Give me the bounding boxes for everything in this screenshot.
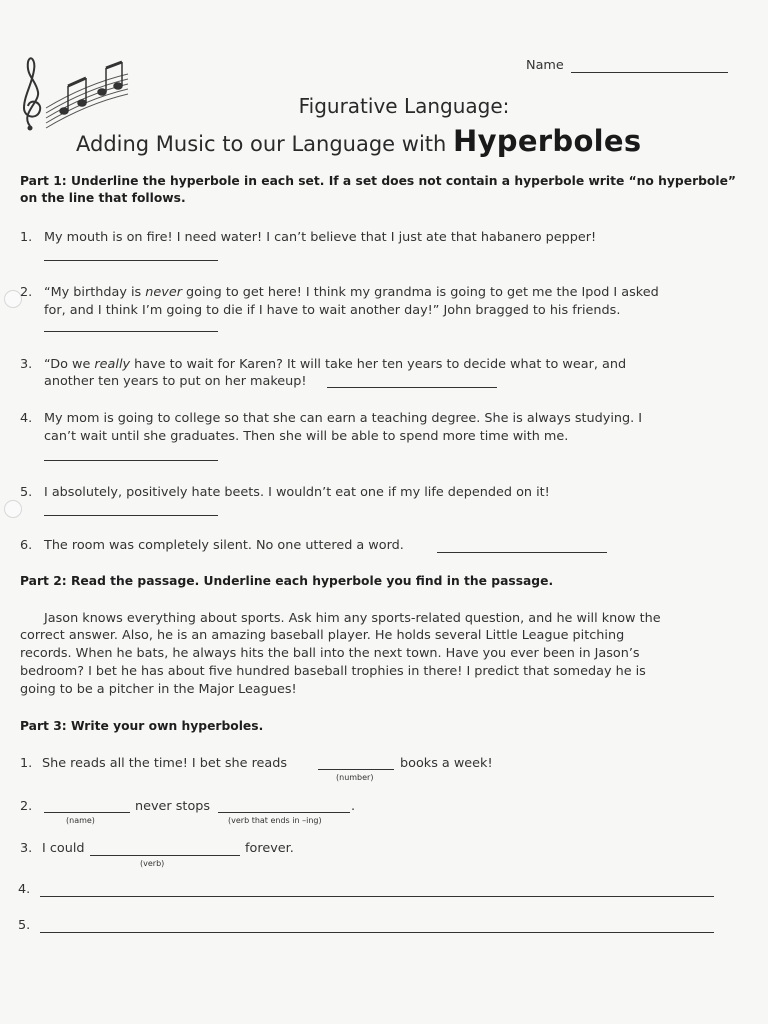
part1-heading-line1: Part 1: Underline the hyperbole in each set. If a set does not contain a hyperbole write “no hyperbole” — [20, 174, 737, 188]
part1-item2-text-line2: for, and I think I’m going to die if I have to wait another day!” John bragged to his friends. — [44, 303, 621, 318]
name-label: Name — [526, 58, 564, 73]
title-line-1: Figurative Language: — [298, 94, 510, 118]
part3-item3-number: 3. — [20, 841, 33, 856]
part3-item1-blank[interactable] — [318, 769, 394, 770]
passage-line-3: records. When he bats, he always hits the ball into the next town. Have you ever been in Jason’s — [20, 646, 640, 661]
part3-item3-blank[interactable] — [90, 855, 240, 856]
part1-item3-number: 3. — [20, 357, 33, 372]
part1-item3-text-a: “Do we — [44, 357, 95, 372]
part3-item3-text-end: forever. — [245, 841, 294, 856]
punch-hole-bottom — [4, 500, 22, 518]
part1-item3-text-line1 — [44, 357, 626, 372]
part1-item6-text: The room was completely silent. No one uttered a word. — [44, 538, 404, 553]
part3-item2-verb-blank[interactable] — [218, 812, 350, 813]
part1-item4-text-line2: can’t wait until she graduates. Then she will be able to spend more time with me. — [44, 429, 569, 444]
part1-item4-text-line1: My mom is going to college so that she can earn a teaching degree. She is always studying. I — [44, 411, 643, 426]
passage-line-1: Jason knows everything about sports. Ask him any sports-related question, and he will know the — [44, 611, 661, 626]
name-field-line[interactable] — [571, 72, 728, 73]
title-line-2-prefix: Adding Music to our Language with — [76, 132, 453, 156]
part1-item2-text-line1 — [44, 285, 659, 300]
part2-heading: Part 2: Read the passage. Underline each hyperbole you find in the passage. — [20, 574, 554, 588]
part1-item3-answer-line[interactable] — [327, 387, 497, 388]
part1-item2-text-a: “My birthday is — [44, 285, 146, 300]
part1-item3-text-line2: another ten years to put on her makeup! — [44, 374, 307, 389]
part3-item2-name-blank[interactable] — [44, 812, 130, 813]
part1-item2-text-never: never — [145, 285, 182, 300]
part1-item1-text: My mouth is on fire! I need water! I can’t believe that I just ate that habanero pepper! — [44, 230, 597, 245]
part1-item6-answer-line[interactable] — [437, 552, 607, 553]
part3-item3-hint: (verb) — [140, 859, 165, 868]
part1-heading-line2: on the line that follows. — [20, 191, 186, 205]
part3-item2-period: . — [351, 799, 356, 814]
part1-item3-text-really: really — [94, 357, 131, 372]
part1-item2-text-b: going to get here! I think my grandma is going to get me the Ipod I asked — [181, 285, 659, 300]
passage-line-4: bedroom? I bet he has about five hundred baseball trophies in there! I predict that someday he is — [20, 664, 646, 679]
part1-item2-number: 2. — [20, 285, 33, 300]
title-hyperboles: Hyperboles — [453, 124, 642, 158]
passage-line-2: correct answer. Also, he is an amazing baseball player. He holds several Little League pitching — [20, 628, 625, 643]
part1-item4-answer-line[interactable] — [44, 460, 218, 461]
part3-item4-line[interactable] — [40, 896, 714, 897]
part1-item1-answer-line[interactable] — [44, 260, 218, 261]
part3-item1-text: She reads all the time! I bet she reads — [42, 756, 288, 771]
part3-item5-number: 5. — [18, 918, 31, 933]
part3-item1-hint: (number) — [336, 773, 374, 782]
passage-line-5: going to be a pitcher in the Major Leagues! — [20, 682, 297, 697]
part3-item2-hint-name: (name) — [66, 816, 95, 825]
title-line-2 — [76, 124, 641, 158]
part3-item4-number: 4. — [18, 882, 31, 897]
part3-item1-text-end: books a week! — [400, 756, 493, 771]
part1-item5-answer-line[interactable] — [44, 515, 218, 516]
part3-item5-line[interactable] — [40, 932, 714, 933]
part3-item2-number: 2. — [20, 799, 33, 814]
part3-item2-hint-verb: (verb that ends in –ing) — [228, 816, 322, 825]
part1-item5-text: I absolutely, positively hate beets. I wouldn’t eat one if my life depended on it! — [44, 485, 550, 500]
part3-heading: Part 3: Write your own hyperboles. — [20, 719, 264, 733]
part1-item2-answer-line[interactable] — [44, 331, 218, 332]
part1-item3-text-b: have to wait for Karen? It will take her ten years to decide what to wear, and — [130, 357, 627, 372]
part1-item6-number: 6. — [20, 538, 33, 553]
part3-item3-text: I could — [42, 841, 85, 856]
part3-item1-number: 1. — [20, 756, 33, 771]
part1-item5-number: 5. — [20, 485, 33, 500]
part1-item4-number: 4. — [20, 411, 33, 426]
part3-item2-text: never stops — [135, 799, 211, 814]
part1-item1-number: 1. — [20, 230, 33, 245]
